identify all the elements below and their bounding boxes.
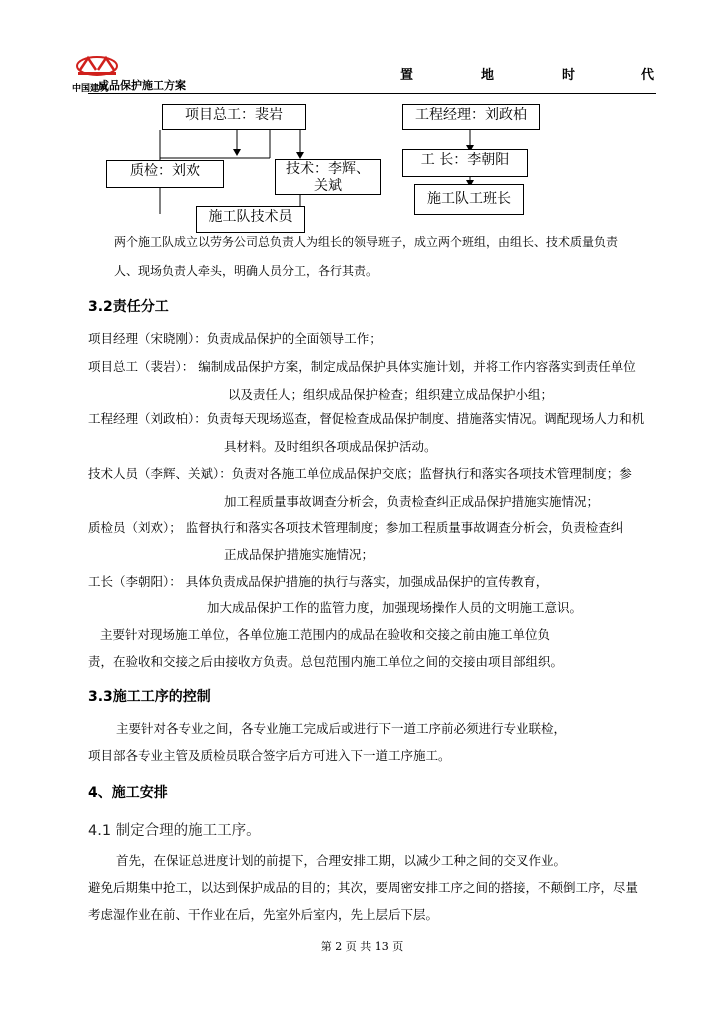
section-3-2-heading: 3.2责任分工 bbox=[88, 299, 169, 315]
org-box-foreman: 工 长：李朝阳 bbox=[402, 149, 528, 177]
section-4-1-line-3: 考虑湿作业在前、干作业在后，先室外后室内，先上层后下层。 bbox=[88, 907, 439, 922]
technical-staff-line-1: 技术：李辉、 bbox=[286, 161, 370, 177]
section-3-3-heading: 3.3施工工序的控制 bbox=[88, 689, 211, 705]
section-3-3-line-1: 主要针对各专业之间，各专业施工完成后或进行下一道工序前必须进行专业联检， bbox=[116, 721, 567, 736]
header-divider bbox=[88, 93, 656, 94]
responsibility-line: 项目经理（宋晓刚）：负责成品保护的全面领导工作； bbox=[88, 331, 382, 346]
responsibility-line: 质检员（刘欢）； 监督执行和落实各项技术管理制度；参加工程质量事故调查分析会，负责检查纠 bbox=[88, 520, 624, 535]
company-name-char-1: 置 bbox=[400, 68, 414, 83]
org-box-engineering-manager: 工程经理：刘政柏 bbox=[402, 104, 540, 130]
section-3-3-line-2: 项目部各专业主管及质检员联合签字后方可进入下一道工序施工。 bbox=[88, 748, 451, 763]
section-4-1-heading: 4.1 制定合理的施工工序。 bbox=[88, 823, 261, 839]
responsibility-line: 主要针对现场施工单位，各单位施工范围内的成品在验收和交接之前由施工单位负 bbox=[100, 627, 551, 642]
logo-caption: 中国建筑 bbox=[72, 84, 109, 94]
intro-line-1: 两个施工队成立以劳务公司总负责人为组长的领导班子，成立两个班组，由组长、技术质量负责 bbox=[114, 235, 619, 249]
org-box-technical-staff bbox=[275, 159, 381, 195]
page-number: 第 2 页 共 13 页 bbox=[320, 940, 404, 953]
responsibility-line: 责，在验收和交接之后由接收方负责。总包范围内施工单位之间的交接由项目部组织。 bbox=[88, 654, 564, 669]
org-box-quality-inspector: 质检：刘欢 bbox=[106, 160, 224, 188]
section-4-1-line-2: 避免后期集中抢工，以达到保护成品的目的；其次，要周密安排工序之间的搭接，不颠倒工序，尽量 bbox=[88, 880, 639, 895]
responsibility-line: 工长（李朝阳）： 具体负责成品保护措施的执行与落实，加强成品保护的宣传教育， bbox=[88, 574, 549, 589]
document-title: 成品保护施工方案 bbox=[98, 79, 186, 92]
company-name-char-3: 时 bbox=[562, 68, 576, 83]
responsibility-line: 工程经理（刘政柏）：负责每天现场巡查，督促检查成品保护制度、措施落实情况。调配现场人力和机 bbox=[88, 411, 645, 426]
responsibility-line: 以及责任人；组织成品保护检查；组织建立成品保护小组； bbox=[228, 387, 554, 402]
org-box-team-leader: 施工队工班长 bbox=[414, 184, 524, 215]
responsibility-line: 技术人员（李辉、关斌）：负责对各施工单位成品保护交底；监督执行和落实各项技术管理制度；参 bbox=[88, 466, 632, 481]
responsibility-line: 正成品保护措施实施情况； bbox=[224, 547, 375, 562]
org-box-project-chief-engineer: 项目总工：裴岩 bbox=[162, 104, 306, 130]
responsibility-line: 加工程质量事故调查分析会，负责检查纠正成品保护措施实施情况； bbox=[224, 494, 600, 509]
company-name-char-4: 代 bbox=[641, 68, 655, 83]
intro-line-2: 人、现场负责人牵头，明确人员分工，各行其责。 bbox=[114, 264, 379, 278]
org-box-team-technician: 施工队技术员 bbox=[196, 206, 305, 233]
section-4-heading: 4、施工安排 bbox=[88, 785, 168, 801]
company-name-char-2: 地 bbox=[481, 68, 495, 83]
responsibility-line: 加大成品保护工作的监管力度，加强现场操作人员的文明施工意识。 bbox=[207, 600, 583, 615]
responsibility-line: 具材料。及时组织各项成品保护活动。 bbox=[224, 439, 437, 454]
technical-staff-line-2: 关斌 bbox=[314, 178, 342, 194]
section-4-1-line-1: 首先，在保证总进度计划的前提下，合理安排工期，以减少工种之间的交叉作业。 bbox=[116, 853, 567, 868]
responsibility-line: 项目总工（裴岩）： 编制成品保护方案，制定成品保护具体实施计划，并将工作内容落实到责任单位 bbox=[88, 359, 636, 374]
